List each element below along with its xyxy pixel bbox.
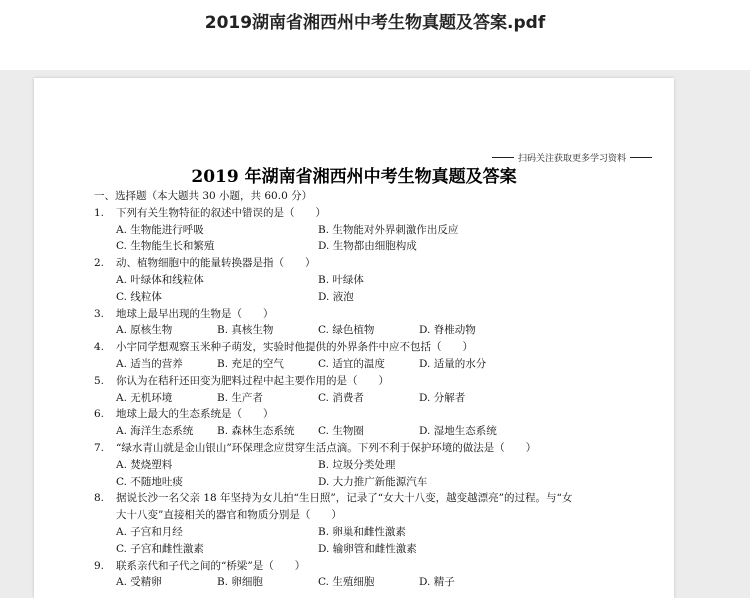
question-stem — [94, 339, 654, 356]
option-c: C. 生物圈 — [318, 425, 364, 438]
option-b: B. 生产者 — [217, 391, 263, 404]
option-c: C. 生殖细胞 — [318, 576, 375, 589]
option-d: D. 脊椎动物 — [419, 324, 476, 337]
question-text: 地球上最早出现的生物是（ ） — [116, 307, 274, 320]
option-d: D. 精子 — [419, 576, 455, 589]
question-stem — [94, 406, 654, 423]
option-b: B. 生物能对外界刺激作出反应 — [318, 223, 459, 236]
question-text: 联系亲代和子代之间的“桥梁”是（ ） — [116, 559, 306, 572]
option-a: A. 叶绿体和线粒体 — [116, 273, 204, 286]
option-a: A. 子宫和月经 — [116, 525, 183, 538]
question-stem — [94, 306, 654, 323]
options-row — [94, 541, 654, 558]
option-a: A. 适当的营养 — [116, 357, 183, 370]
question-number: 3. — [94, 307, 105, 320]
question-text-continued: 大十八变”直接相关的器官和物质分别是（ ） — [116, 509, 342, 522]
option-a: A. 生物能进行呼吸 — [116, 223, 204, 236]
question-stem — [94, 373, 654, 390]
option-b: B. 充足的空气 — [217, 357, 284, 370]
option-c: C. 生物能生长和繁殖 — [116, 240, 215, 253]
options-row — [94, 289, 654, 306]
question-stem — [94, 255, 654, 272]
option-b: B. 叶绿体 — [318, 273, 364, 286]
viewer-toolbar — [0, 0, 750, 70]
question-stem — [94, 490, 654, 507]
question-number: 6. — [94, 408, 105, 421]
option-d: D. 输卵管和雌性激素 — [318, 542, 417, 555]
option-b: B. 森林生态系统 — [217, 425, 295, 438]
question-text: 地球上最大的生态系统是（ ） — [116, 408, 274, 421]
options-row — [94, 238, 654, 255]
option-d: D. 适量的水分 — [419, 357, 487, 370]
options-row — [94, 390, 654, 407]
options-row — [94, 322, 654, 339]
question-number: 1. — [94, 206, 105, 219]
option-a: A. 海洋生态系统 — [116, 425, 194, 438]
options-row — [94, 457, 654, 474]
paper-title: 2019 年湖南省湘西州中考生物真题及答案 — [191, 167, 517, 187]
option-b: B. 卵细胞 — [217, 576, 263, 589]
option-c: C. 线粒体 — [116, 290, 162, 303]
option-a: A. 受精卵 — [116, 576, 162, 589]
option-a: A. 原核生物 — [116, 324, 173, 337]
option-d: D. 湿地生态系统 — [419, 425, 497, 438]
option-d: D. 大力推广新能源汽车 — [318, 475, 428, 488]
question-text: 据说长沙一名父亲 18 年坚持为女儿拍“生日照”，记录了“女大十八变，越变越漂亮”的过程。与“女 — [116, 492, 573, 505]
options-row — [94, 222, 654, 239]
question-text: 你认为在秸秆还田变为肥料过程中起主要作用的是（ ） — [116, 374, 389, 387]
option-d: D. 生物都由细胞构成 — [318, 240, 417, 253]
option-c: C. 适宜的温度 — [318, 357, 385, 370]
option-a: A. 无机环境 — [116, 391, 173, 404]
question-stem-continuation — [94, 507, 654, 524]
question-text: “绿水青山就是金山银山”环保理念应贯穿生活点滴。下列不利于保护环境的做法是（ ） — [116, 441, 537, 454]
question-number: 9. — [94, 559, 105, 572]
options-row — [94, 574, 654, 591]
question-stem — [94, 558, 654, 575]
option-c: C. 子宫和雌性激素 — [116, 542, 204, 555]
question-list — [94, 188, 654, 591]
option-d: D. 分解者 — [419, 391, 466, 404]
section-heading-line — [94, 188, 654, 205]
options-row — [94, 356, 654, 373]
option-b: B. 垃圾分类处理 — [318, 458, 396, 471]
option-b: B. 卵巢和雌性激素 — [318, 525, 406, 538]
option-b: B. 真核生物 — [217, 324, 274, 337]
option-c: C. 消费者 — [318, 391, 364, 404]
question-stem — [94, 205, 654, 222]
question-number: 4. — [94, 341, 105, 354]
question-number: 8. — [94, 492, 105, 505]
pdf-page[interactable] — [34, 78, 674, 598]
question-text: 小宇同学想观察玉米种子萌发，实验时他提供的外界条件中应不包括（ ） — [116, 341, 473, 354]
header-note-text: 扫码关注获取更多学习资料 — [517, 154, 626, 164]
option-c: C. 绿色植物 — [318, 324, 375, 337]
file-title: 2019湖南省湘西州中考生物真题及答案.pdf — [204, 13, 546, 33]
options-row — [94, 524, 654, 541]
header-rule-left — [492, 157, 514, 158]
question-number: 7. — [94, 441, 105, 454]
option-c: C. 不随地吐痰 — [116, 475, 183, 488]
option-a: A. 焚烧塑料 — [116, 458, 173, 471]
header-rule-right — [630, 157, 652, 158]
option-d: D. 液泡 — [318, 290, 354, 303]
question-text: 动、植物细胞中的能量转换器是指（ ） — [116, 257, 316, 270]
question-number: 2. — [94, 257, 105, 270]
section-heading: 一、选择题（本大题共 30 小题，共 60.0 分） — [94, 190, 313, 202]
options-row — [94, 272, 654, 289]
question-stem — [94, 440, 654, 457]
question-number: 5. — [94, 374, 105, 387]
options-row — [94, 423, 654, 440]
question-text: 下列有关生物特征的叙述中错误的是（ ） — [116, 206, 326, 219]
options-row — [94, 474, 654, 491]
